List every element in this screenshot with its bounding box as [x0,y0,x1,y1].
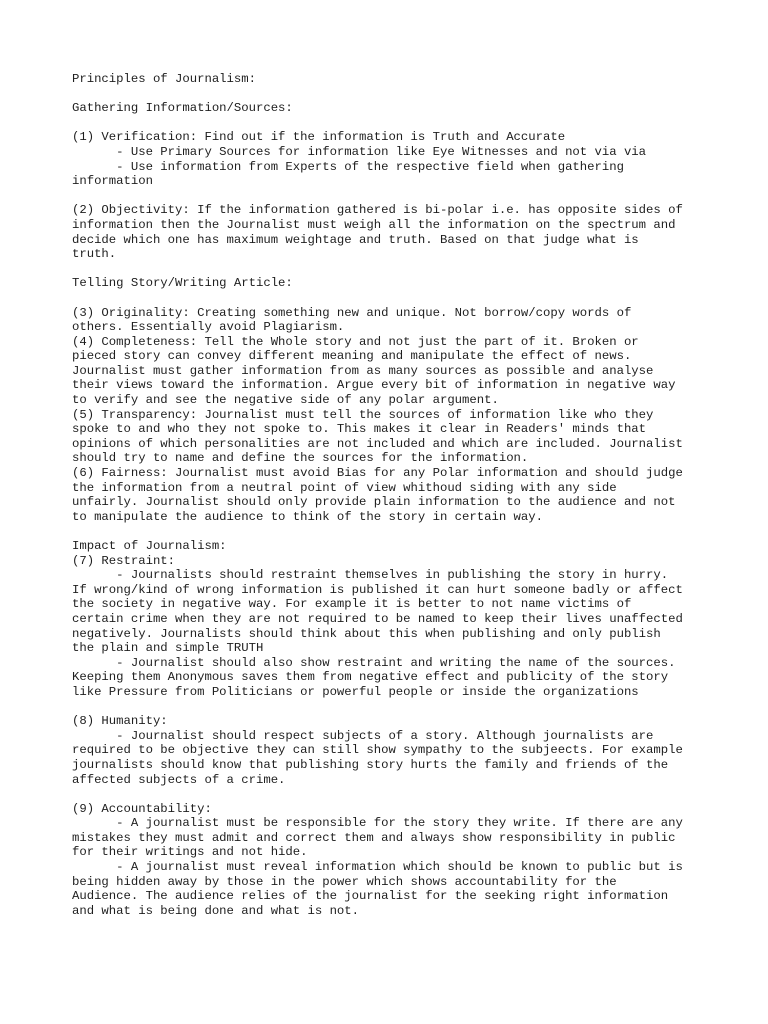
text-line: journalists should know that publishing story hurts the family and friends of the [72,757,669,772]
text-line: (2) Objectivity: If the information gathered is bi-polar i.e. has opposite sides of [72,203,683,218]
text-line: - Journalist should also show restraint and writing the name of the sources. [72,655,676,670]
text-line: information then the Journalist must weigh all the information on the spectrum and [72,217,676,232]
blank-line [72,524,712,539]
blank-line [72,87,712,102]
text-line: to verify and see the negative side of any polar argument. [72,393,499,408]
text-line: Journalist must gather information from as many sources as possible and analyse [72,363,654,378]
text-line: being hidden away by those in the power which shows accountability for the [72,874,617,889]
text-line: (9) Accountability: [72,801,212,816]
text-line: - A journalist must be responsible for the story they write. If there are any [72,816,683,831]
document-body [72,72,712,918]
text-line: and what is being done and what is not. [72,903,360,918]
text-line: information [72,174,153,189]
text-line: Audience. The audience relies of the journalist for the seeking right information [72,889,669,904]
text-line: negatively. Journalists should think about this when publishing and only publish [72,626,661,641]
text-line: (5) Transparency: Journalist must tell the sources of information like who they [72,407,654,422]
text-line: Impact of Journalism: [72,539,227,553]
text-line: If wrong/kind of wrong information is published it can hurt someone badly or affect [72,582,683,597]
text-line: - Use information from Experts of the respective field when gathering [72,159,624,174]
text-line: - Journalists should restraint themselves in publishing the story in hurry. [72,568,669,583]
blank-line [72,291,712,306]
text-line: (6) Fairness: Journalist must avoid Bias for any Polar information and should judge [72,466,683,481]
text-line: opinions of which personalities are not included and which are included. Journalist [72,436,683,451]
text-line: the information from a neutral point of view whithoud siding with any side [72,480,617,495]
text-line: truth. [72,247,117,262]
text-line: like Pressure from Politicians or powerful people or inside the organizations [72,684,639,699]
text-line: - A journalist must reveal information which should be known to public but is [72,860,683,875]
text-line: their views toward the information. Argue every bit of information in negative way [72,378,676,393]
text-line: Telling Story/Writing Article: [72,276,293,291]
text-line: required to be objective they can still show sympathy to the subjeects. For example [72,743,683,758]
text-line: Keeping them Anonymous saves them from negative effect and publicity of the story [72,670,669,685]
text-line: - Use Primary Sources for information like Eye Witnesses and not via via [72,144,647,159]
text-line: for their writings and not hide. [72,845,308,860]
text-line: (1) Verification: Find out if the information is Truth and Accurate [72,130,566,145]
blank-line [72,189,712,204]
text-line: mistakes they must admit and correct them and always show responsibility in public [72,830,676,845]
text-line: pieced story can convey different meaning and manipulate the effect of news. [72,349,632,364]
text-line: decide which one has maximum weightage and truth. Based on that judge what is [72,232,639,247]
text-line: Gathering Information/Sources: [72,101,293,116]
blank-line [72,116,712,131]
text-line: certain crime when they are not required to be named to keep their lives unaffected [72,611,683,626]
text-line: the plain and simple TRUTH [72,641,264,656]
text-line: spoke to and who they not spoke to. This makes it clear in Readers' minds that [72,422,647,437]
text-line: (8) Humanity: [72,714,168,729]
text-line: - Journalist should respect subjects of a story. Although journalists are [72,728,654,743]
blank-line [72,262,712,277]
text-line: Principles of Journalism: [72,72,256,86]
text-line: (4) Completeness: Tell the Whole story and not just the part of it. Broken or [72,334,639,349]
blank-line [72,787,712,802]
blank-line [72,700,712,715]
text-line: to manipulate the audience to think of the story in certain way. [72,509,543,524]
text-line: unfairly. Journalist should only provide plain information to the audience and not [72,495,676,510]
text-line: the society in negative way. For example it is better to not name victims of [72,597,632,612]
text-line: others. Essentially avoid Plagiarism. [72,320,345,335]
text-line: affected subjects of a crime. [72,772,286,787]
text-line: (7) Restraint: [72,553,176,568]
text-line: (3) Originality: Creating something new and unique. Not borrow/copy words of [72,305,632,320]
text-line: should try to name and define the sources for the information. [72,451,529,466]
